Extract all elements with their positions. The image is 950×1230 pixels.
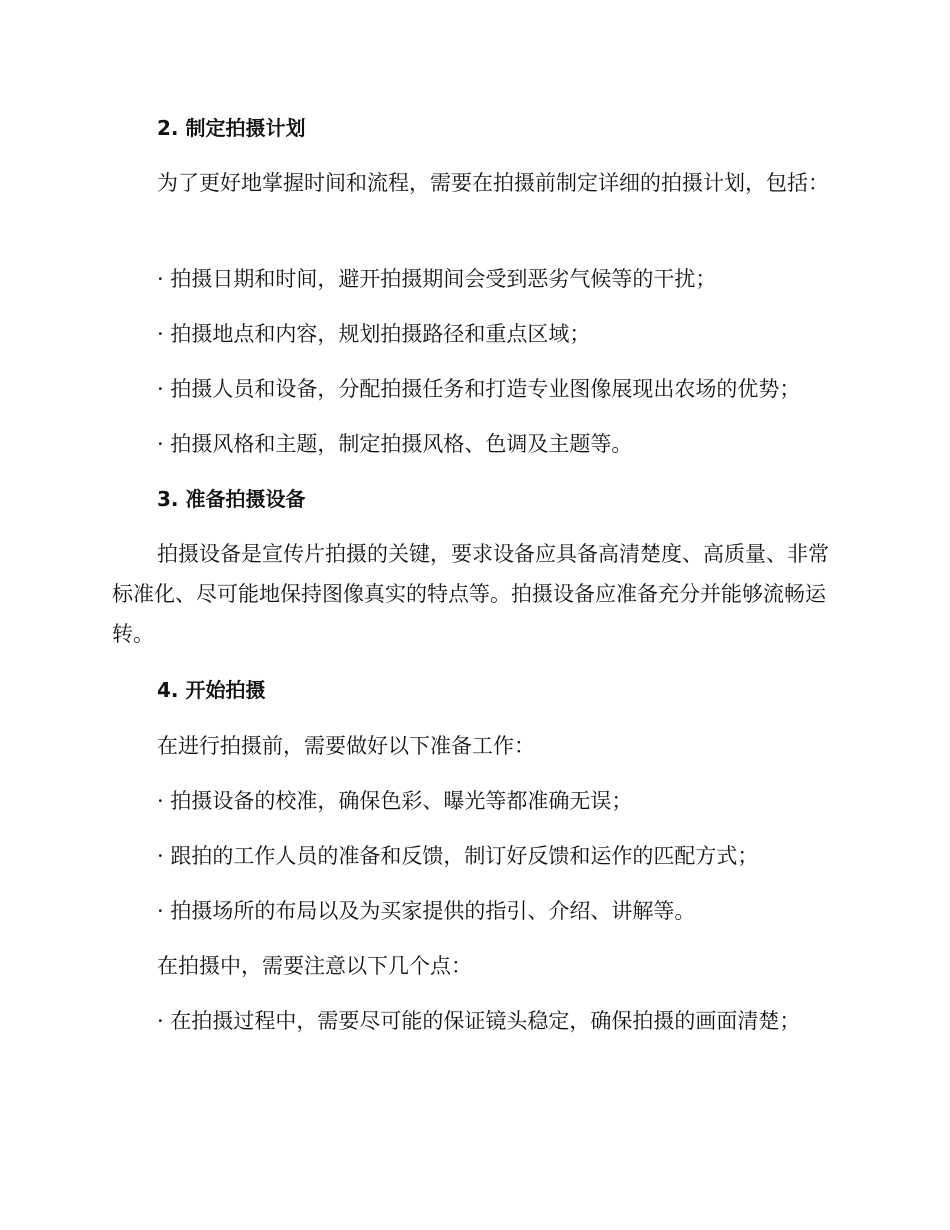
list-item: · 在拍摄过程中，需要尽可能的保证镜头稳定，确保拍摄的画面清楚；: [157, 1009, 801, 1033]
list-item: · 拍摄人员和设备，分配拍摄任务和打造专业图像展现出农场的优势；: [157, 377, 801, 401]
list-item: · 拍摄场所的布局以及为买家提供的指引、介绍、讲解等。: [157, 899, 696, 923]
list-item: · 拍摄日期和时间，避开拍摄期间会受到恶劣气候等的干扰；: [157, 267, 717, 291]
section-4-intro: 在进行拍摄前，需要做好以下准备工作：: [157, 734, 535, 758]
section-2-intro: 为了更好地掌握时间和流程，需要在拍摄前制定详细的拍摄计划，包括：: [157, 171, 829, 195]
section-heading-3: 3. 准备拍摄设备: [157, 487, 306, 511]
section-heading-2: 2. 制定拍摄计划: [157, 116, 306, 140]
list-item: · 拍摄风格和主题，制定拍摄风格、色调及主题等。: [157, 432, 633, 456]
list-item: · 拍摄地点和内容，规划拍摄路径和重点区域；: [157, 322, 591, 346]
list-item: · 跟拍的工作人员的准备和反馈，制订好反馈和运作的匹配方式；: [157, 844, 759, 868]
list-item: · 拍摄设备的校准，确保色彩、曝光等都准确无误；: [157, 789, 633, 813]
section-3-body: 拍摄设备是宣传片拍摄的关键，要求设备应具备高清楚度、高质量、非常标准化、尽可能地保持图像真实的特点等。拍摄设备应准备充分并能够流畅运转。: [112, 542, 829, 646]
section-heading-4: 4. 开始拍摄: [157, 678, 266, 702]
section-4-intro-2: 在拍摄中，需要注意以下几个点：: [157, 954, 472, 978]
